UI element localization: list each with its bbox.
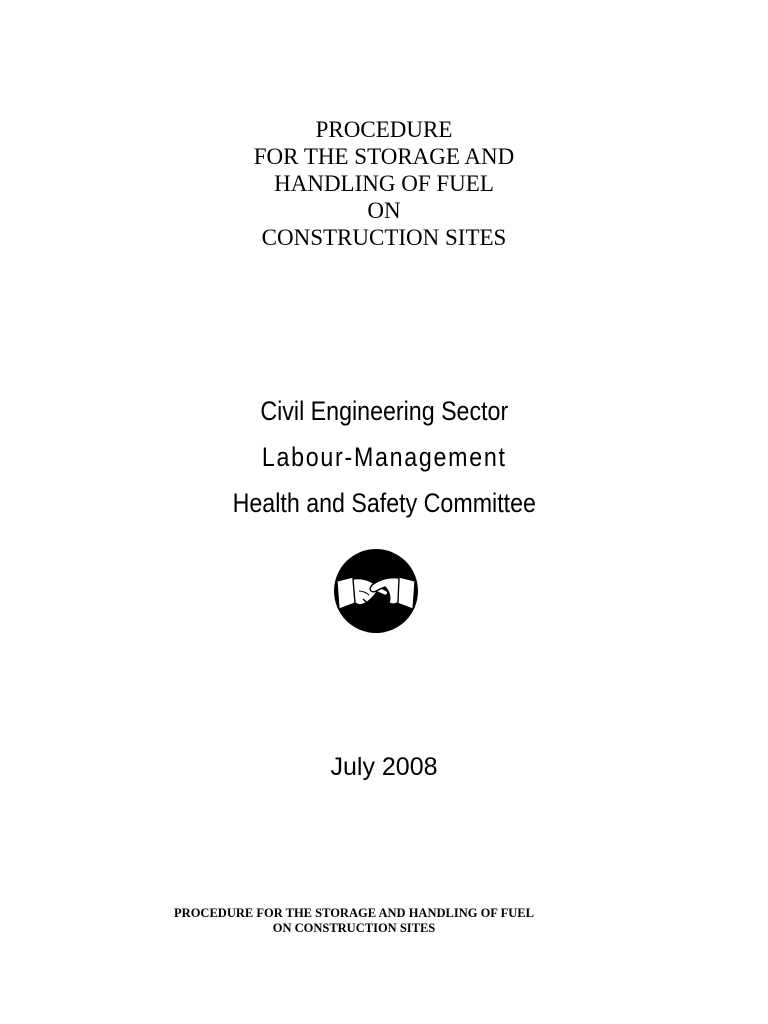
handshake-icon (333, 547, 419, 635)
title-line-5: CONSTRUCTION SITES (261, 225, 507, 250)
title-line-2: FOR THE STORAGE AND (253, 144, 515, 169)
page-footer (146, 906, 562, 936)
committee-line-1: Civil Engineering Sector (260, 396, 509, 426)
publication-date: July 2008 (330, 753, 438, 781)
committee-name (54, 388, 714, 526)
title-line-3: HANDLING OF FUEL (274, 171, 494, 196)
committee-line-2: Labour-Management (261, 442, 507, 472)
footer-line-1: PROCEDURE FOR THE STORAGE AND HANDLING OF FUEL (174, 906, 534, 920)
committee-line-3: Health and Safety Committee (232, 488, 536, 518)
title-line-4: ON (367, 198, 401, 223)
title-line-1: PROCEDURE (315, 117, 453, 142)
footer-line-2: ON CONSTRUCTION SITES (272, 921, 436, 935)
document-title (0, 116, 768, 251)
